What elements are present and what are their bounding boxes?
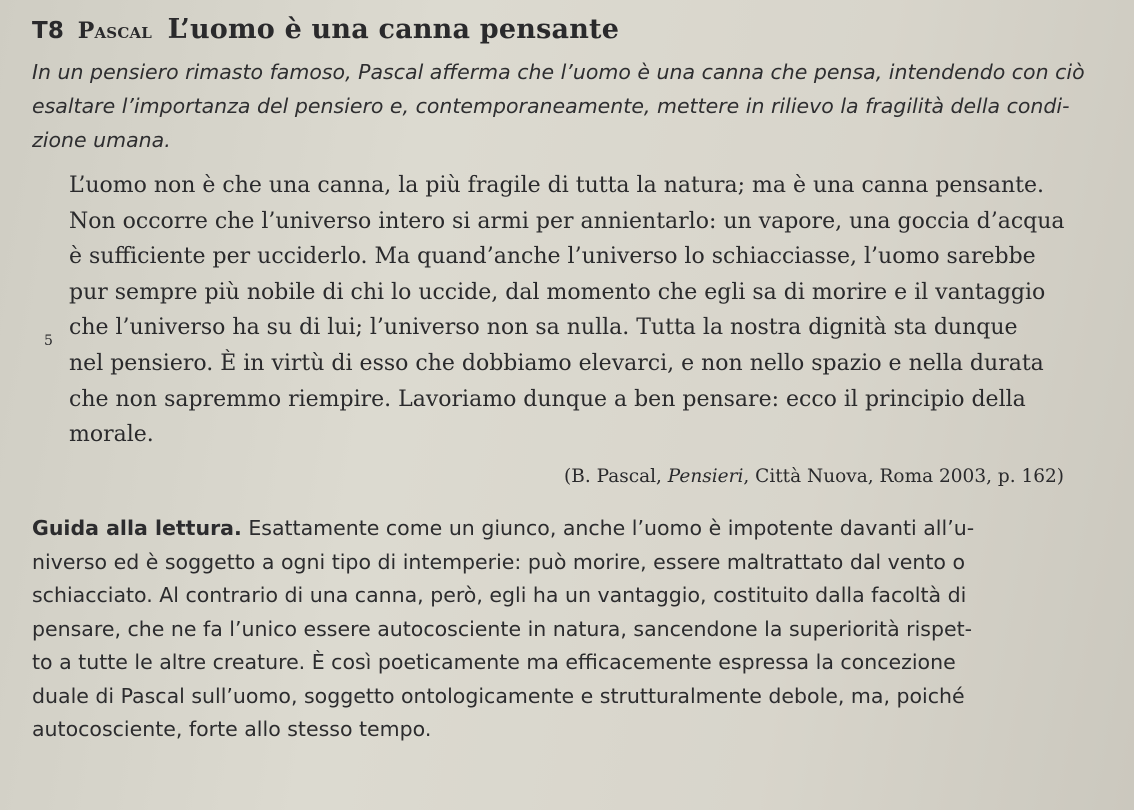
reading-guide-line: duale di Pascal sull’uomo, soggetto ontologicamente e strutturalmente debole, ma, poiché	[32, 683, 965, 708]
reading-guide-first-line: Esattamente come un giunco, anche l’uomo è impotente davanti all’u-	[241, 516, 975, 540]
section-code: T8	[32, 18, 65, 44]
quote-line: pur sempre più nobile di chi lo uccide, dal momento che egli sa di morire e il vantaggio	[69, 279, 1046, 305]
quote-line: è sufficiente per ucciderlo. Ma quand’anche l’universo lo schiacciasse, l’uomo sarebbe	[69, 244, 1036, 270]
reading-guide-line	[32, 512, 1092, 546]
reading-guide-line: autocosciente, forte allo stesso tempo.	[32, 717, 432, 741]
intro-line: esaltare l’importanza del pensiero e, contemporaneamente, mettere in rilievo la fragilità della condi-	[32, 94, 1070, 118]
reading-guide-line: schiacciato. Al contrario di una canna, però, egli ha un vantaggio, costituito dalla facoltà di	[32, 583, 967, 607]
reading-guide-line: pensare, che ne fa l’unico essere autocosciente in natura, sancendone la superiorità rispet-	[32, 616, 973, 641]
quote-line: che non sapremmo riempire. Lavoriamo dunque a ben pensare: ecco il principio della	[69, 386, 1026, 412]
intro-line: zione umana.	[32, 128, 171, 152]
source-citation	[564, 466, 1064, 487]
citation-suffix: , Città Nuova, Roma 2003, p. 162)	[743, 466, 1064, 487]
reading-guide-line: niverso ed è soggetto a ogni tipo di intemperie: può morire, essere maltrattato dal vento o	[32, 549, 965, 574]
quote-paragraph	[69, 168, 1069, 453]
citation-prefix: (B. Pascal,	[564, 466, 668, 487]
section-author: Pascal	[77, 18, 153, 44]
intro-line: In un pensiero rimasto famoso, Pascal afferma che l’uomo è una canna che pensa, intendendo con ciò	[32, 60, 1085, 84]
intro-paragraph	[32, 55, 1085, 157]
quote-line: morale.	[69, 422, 154, 448]
section-title	[32, 14, 619, 45]
section-heading: L’uomo è una canna pensante	[167, 14, 620, 45]
reading-guide	[32, 512, 1092, 747]
reading-guide-heading: Guida alla lettura.	[32, 516, 242, 540]
line-number: 5	[44, 333, 53, 349]
quote-line: Non occorre che l’universo intero si armi per annientarlo: un vapore, una goccia d’acqua	[69, 208, 1065, 234]
quote-line: nel pensiero. È in virtù di esso che dobbiamo elevarci, e non nello spazio e nella durata	[69, 350, 1044, 376]
citation-work: Pensieri	[667, 466, 744, 487]
quote-line: che l’universo ha su di lui; l’universo non sa nulla. Tutta la nostra dignità sta dunque	[69, 315, 1018, 341]
reading-guide-line: to a tutte le altre creature. È così poeticamente ma efficacemente espressa la concezione	[32, 650, 956, 674]
quote-line: L’uomo non è che una canna, la più fragile di tutta la natura; ma è una canna pensante.	[69, 173, 1045, 198]
